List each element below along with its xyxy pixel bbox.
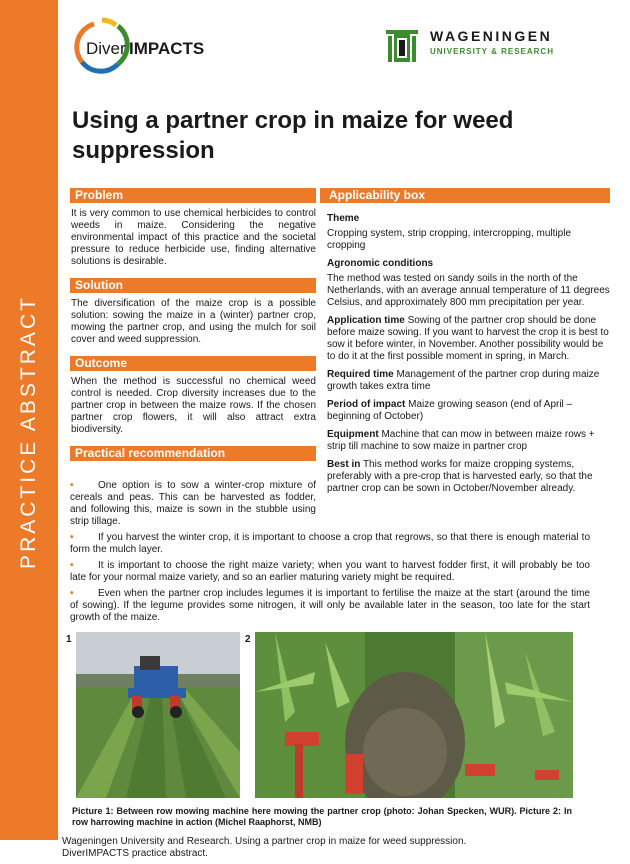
applicability-heading: Applicability box — [320, 188, 610, 203]
bullet-text: One option is to sow a winter-crop mixture of cereals and peas. This can be harvested as fodder, and following this, maize is sown in the stubble using strip tillage. — [70, 480, 316, 527]
figure-2-number: 2 — [245, 634, 251, 645]
wur-subtitle: UNIVERSITY & RESEARCH — [430, 47, 554, 56]
practical-bullets — [70, 480, 590, 628]
page-title: Using a partner crop in maize for weed suppression — [72, 107, 514, 164]
outcome-text: When the method is successful no chemical weed control is needed. Crop diversity increases due to the partner crop in between the maize rows. If the chosen partner crop flowers, it will also attract extra biodiversity. — [71, 376, 316, 435]
problem-text: It is very common to use chemical herbicides to control weeds in maize. Considering the negative environmental impact of this practice and the societal pressure to reduce herbicide use, finding alternative solutions is desirable. — [71, 208, 316, 267]
period-text: Maize growing season (end of April – beginning of October) — [327, 399, 573, 422]
application-time-label: Application time — [327, 315, 405, 326]
photo-harrowing-machine — [255, 632, 573, 798]
diverimpacts-logo-part2: IMPACTS — [129, 39, 205, 58]
best-in-label: Best in — [327, 459, 361, 470]
outcome-heading: Outcome — [70, 356, 316, 371]
diverimpacts-ring-icon — [72, 16, 242, 74]
bullet-text: If you harvest the winter crop, it is important to choose a crop that regrows, so that there is enough material to form the mulch layer. — [70, 532, 590, 555]
bullet-dot-icon: • — [70, 480, 74, 491]
wur-emblem-icon — [384, 28, 420, 64]
required-time-text: Management of the partner crop during maize growth takes extra time — [327, 369, 600, 392]
bullet-dot-icon: • — [70, 532, 74, 543]
practical-bullet — [70, 532, 590, 556]
bullet-dot-icon: • — [70, 560, 74, 571]
bullet-dot-icon: • — [70, 588, 74, 599]
practical-bullet — [70, 588, 590, 624]
sidebar-label: PRACTICE ABSTRACT — [17, 295, 40, 569]
practical-bullet — [70, 480, 316, 528]
equipment-text: Machine that can mow in between maize rows + strip till machine to sow maize in partner crop — [327, 429, 595, 452]
wur-name: WAGENINGEN — [430, 28, 553, 44]
figure-caption: Picture 1: Between row mowing machine here mowing the partner crop (photo: Johan Specken, WUR). Picture 2: In row harrowing machine in action (Michel Raaphorst, NMB) — [72, 806, 572, 827]
diverimpacts-logo-part1: Diver — [86, 39, 126, 58]
bullet-text: Even when the partner crop includes legumes it is important to fertilise the maize at the start (around the time of sowing). If the legume provides some nitrogen, it will only be available later in the season, too late for the start growth of the maize. — [70, 588, 590, 623]
equipment-block — [327, 429, 610, 453]
left-column — [70, 188, 316, 461]
problem-heading: Problem — [70, 188, 316, 203]
agronomic-text: The method was tested on sandy soils in the north of the Netherlands, with an average annual temperature of 11 degrees Celsius, and approximately 800 mm precipitation per year. — [327, 273, 610, 308]
solution-heading: Solution — [70, 278, 316, 293]
period-label: Period of impact — [327, 399, 406, 410]
wur-logo — [384, 26, 584, 66]
practical-heading: Practical recommendation — [70, 446, 316, 461]
agronomic-label: Agronomic conditions — [327, 258, 434, 269]
footer — [62, 836, 582, 860]
figure-1-number: 1 — [66, 634, 72, 645]
theme-text: Cropping system, strip cropping, intercropping, multiple cropping — [327, 228, 571, 251]
application-time-block — [327, 315, 610, 363]
application-time-text: Sowing of the partner crop should be done before maize sowing. If you want to harvest the crop it is best to sow it before winter, in November. Another possibility would be to do it at the first possible moment in spring, in March. — [327, 315, 609, 362]
footer-line-2: DiverIMPACTS practice abstract. — [62, 848, 208, 859]
required-time-block — [327, 369, 610, 393]
diverimpacts-logo — [72, 16, 242, 74]
best-in-text: This method works for maize cropping systems, preferably with a pre-crop that is harvested early, so that the partner crop can be sown in October/November already. — [327, 459, 593, 494]
applicability-box — [320, 188, 610, 501]
theme-block — [327, 213, 610, 252]
footer-line-1: Wageningen University and Research. Using a partner crop in maize for weed suppression. — [62, 836, 467, 847]
equipment-label: Equipment — [327, 429, 379, 440]
practice-abstract-sidebar — [0, 0, 58, 840]
required-time-label: Required time — [327, 369, 394, 380]
photo-mowing-machine — [76, 632, 240, 798]
bullet-text: It is important to choose the right maize variety; when you want to harvest fodder first, it will probably be too late for your normal maize variety, and so an earlier maturing variety might be required. — [70, 560, 590, 583]
solution-text: The diversification of the maize crop is a possible solution: sowing the maize in a (winter) partner crop, mowing the partner crop, and using the mulch for soil cover and weed suppression. — [71, 298, 316, 345]
practical-bullet — [70, 560, 590, 584]
period-block — [327, 399, 610, 423]
theme-label: Theme — [327, 213, 360, 224]
agronomic-block — [327, 258, 610, 309]
